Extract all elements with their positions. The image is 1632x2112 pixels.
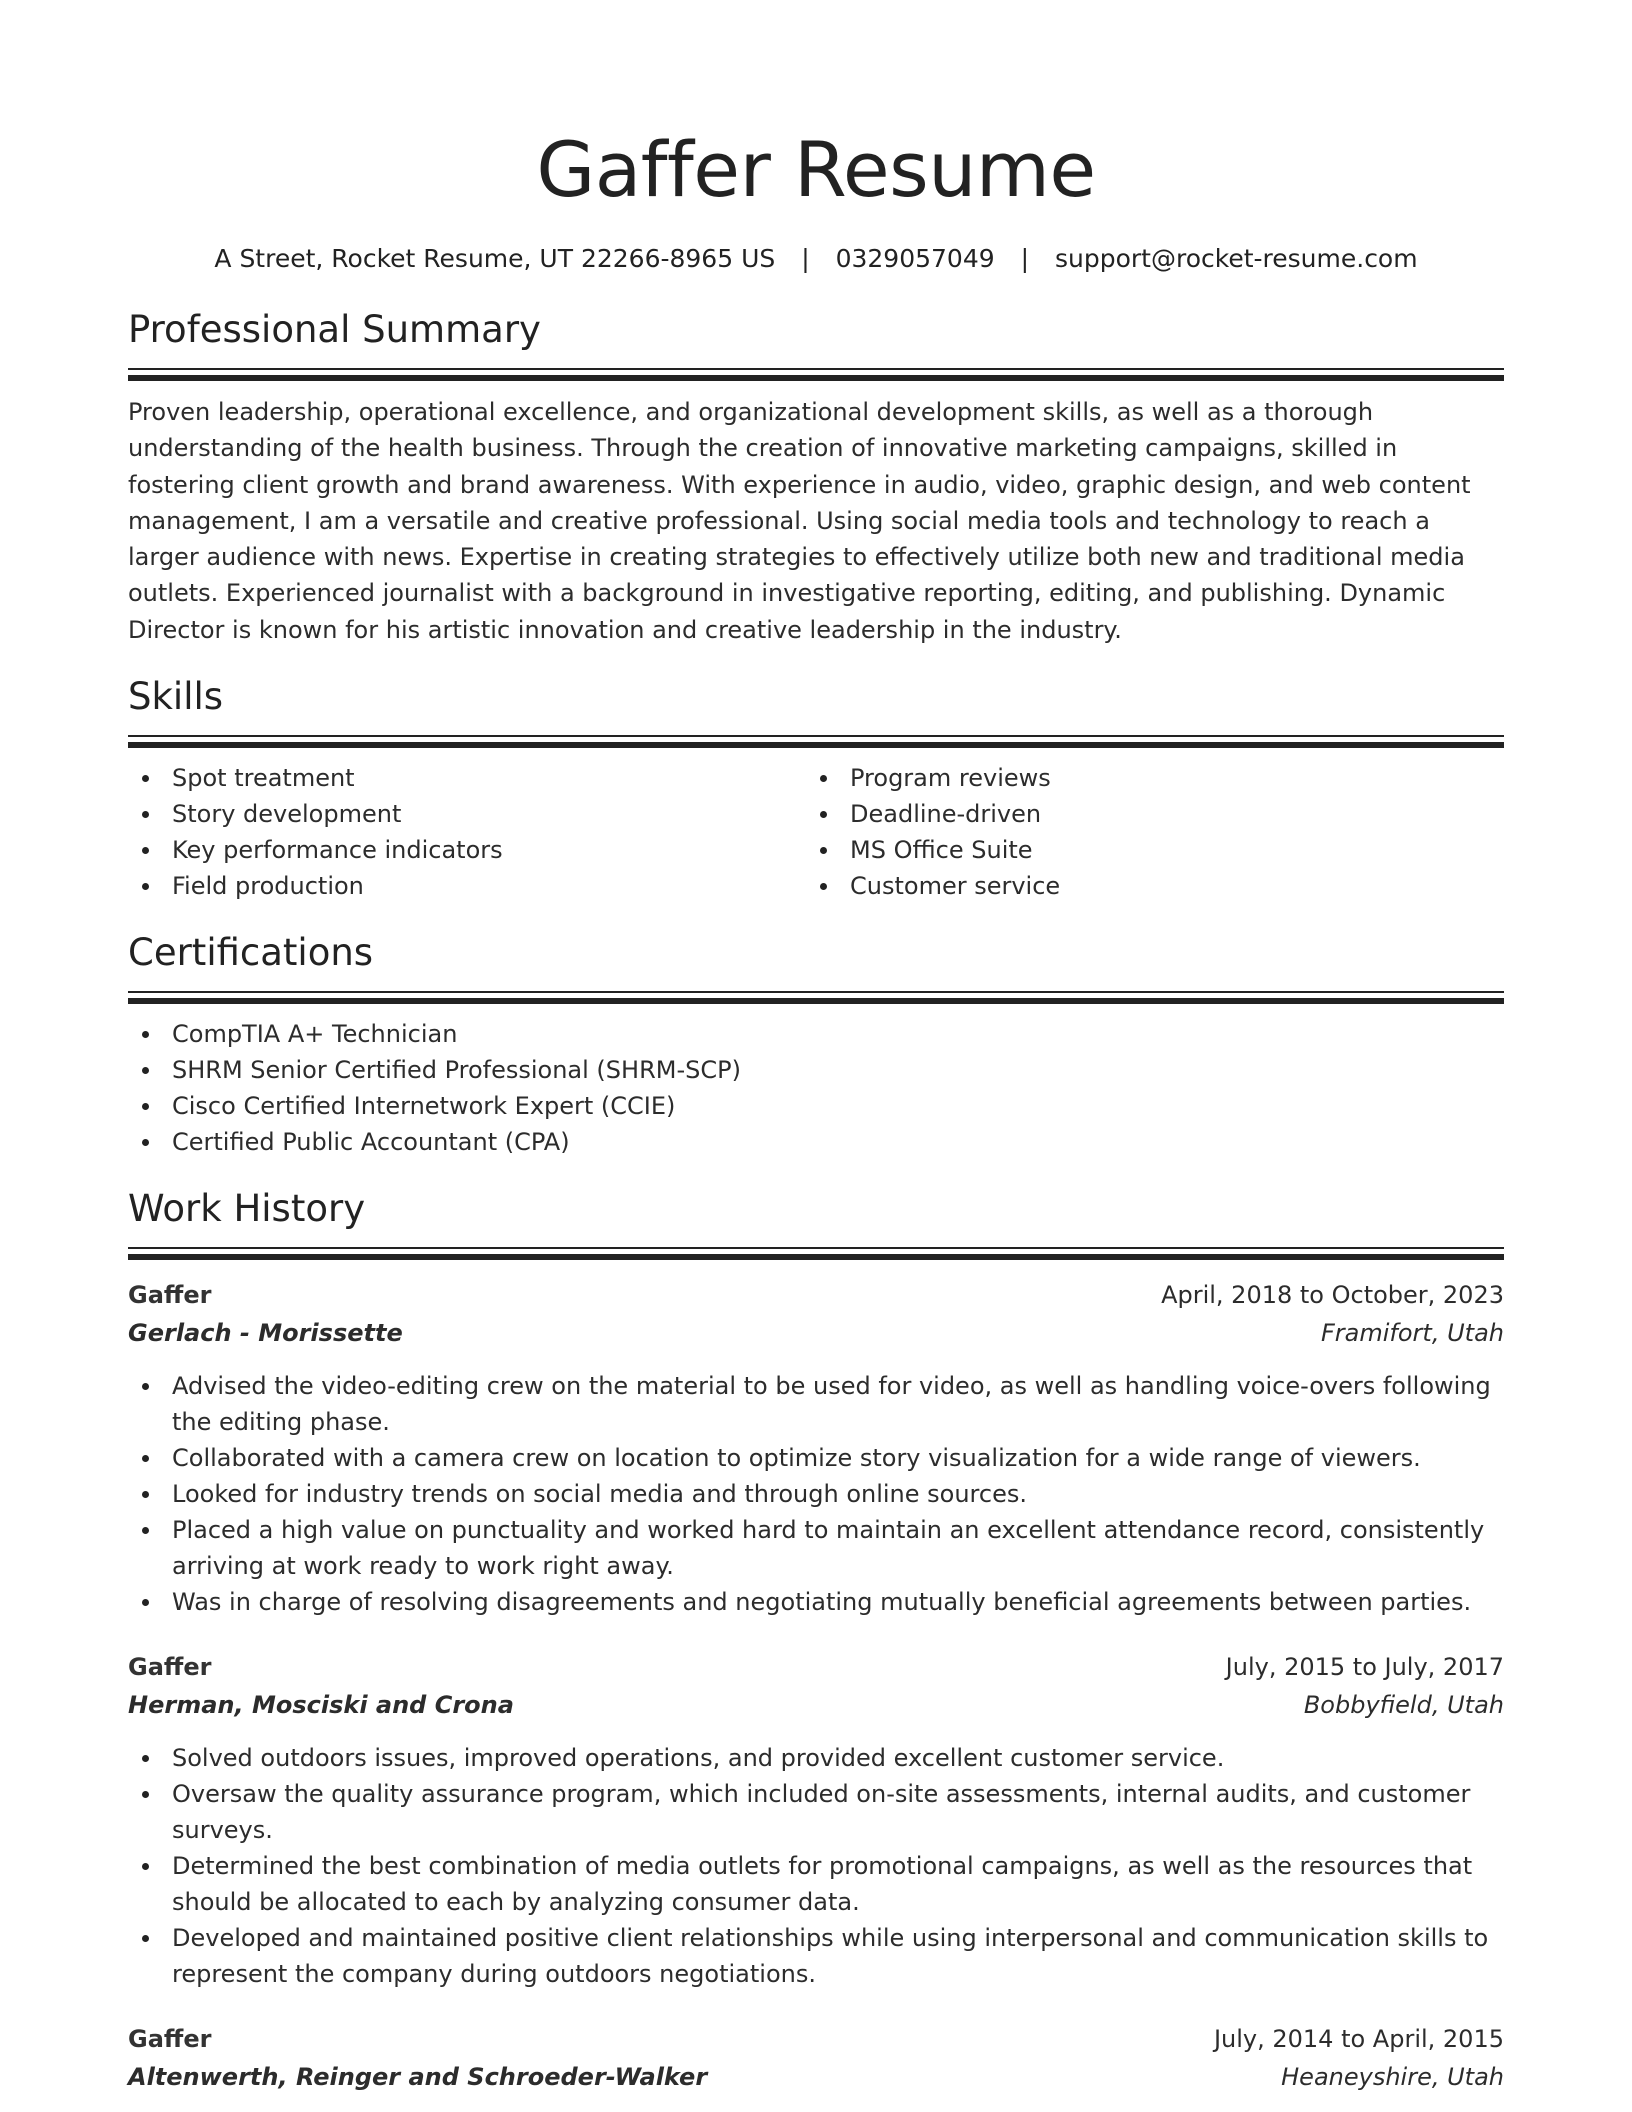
section-divider-thick	[128, 742, 1504, 748]
job-bullet: Collaborated with a camera crew on location to optimize story visualization for a wide range of viewers.	[128, 1440, 1504, 1476]
certification-item: SHRM Senior Certified Professional (SHRM-SCP)	[128, 1052, 1504, 1088]
job-entry	[128, 1648, 1504, 1992]
section-divider-thick	[128, 375, 1504, 381]
job-subheader	[128, 2058, 1504, 2096]
job-location: Heaneyshire, Utah	[1281, 2063, 1504, 2092]
section-heading-skills: Skills	[128, 675, 224, 719]
job-bullet: Was in charge of resolving disagreements and negotiating mutually beneficial agreements between parties.	[128, 1584, 1504, 1620]
section-heading-work-history: Work History	[128, 1187, 366, 1231]
section-divider	[128, 991, 1504, 993]
section-divider	[128, 1247, 1504, 1249]
job-bullet: Advised the video-editing crew on the material to be used for video, as well as handling voice-overs following the editing phase.	[128, 1368, 1504, 1440]
job-bullet: Looked for industry trends on social media and through online sources.	[128, 1476, 1504, 1512]
skills-section	[128, 673, 1504, 904]
certification-item: Cisco Certified Internetwork Expert (CCIE)	[128, 1088, 1504, 1124]
resume-title: Gaffer Resume	[536, 125, 1096, 214]
section-heading-summary: Professional Summary	[128, 308, 541, 351]
section-divider-thick	[128, 998, 1504, 1004]
job-bullet: Solved outdoors issues, improved operations, and provided excellent customer service.	[128, 1740, 1504, 1776]
job-subheader	[128, 1314, 1504, 1352]
certification-item: Certified Public Accountant (CPA)	[128, 1124, 1504, 1160]
job-header	[128, 1276, 1504, 1314]
contact-address: A Street, Rocket Resume, UT 22266-8965 US	[214, 244, 776, 273]
skill-item: MS Office Suite	[806, 832, 1484, 868]
job-entry	[128, 2020, 1504, 2096]
skill-item: Program reviews	[806, 760, 1484, 796]
skill-item: Customer service	[806, 868, 1484, 904]
summary-text: Proven leadership, operational excellence, and organizational development skills, as well as a thorough understanding of the health business. Through the creation of innovative marketing campaigns, skilled in fostering client growth and brand awareness. With experience in audio, video, graphic design, and web content management, I am a versatile and creative professional. Using social media tools and technology to reach a larger audience with news. Expertise in creating strategies to effectively utilize both new and traditional media outlets. Experienced journalist with a background in investigative reporting, editing, and publishing. Dynamic Director is known for his artistic innovation and creative leadership in the industry.	[128, 398, 1471, 644]
job-bullet-list	[128, 1740, 1504, 1992]
job-subheader	[128, 1686, 1504, 1724]
contact-email: support@rocket-resume.com	[1054, 244, 1418, 273]
skill-item: Deadline-driven	[806, 796, 1484, 832]
skill-item: Field production	[128, 868, 806, 904]
job-location: Framifort, Utah	[1321, 1319, 1504, 1348]
job-header	[128, 1648, 1504, 1686]
skill-item: Key performance indicators	[128, 832, 806, 868]
contact-separator: |	[1020, 244, 1030, 273]
section-divider	[128, 368, 1504, 370]
skills-column-right	[806, 760, 1484, 904]
work-history-section	[128, 1185, 1504, 2096]
contact-line	[128, 242, 1504, 276]
job-title: Gaffer	[128, 1281, 212, 1310]
job-bullet: Developed and maintained positive client relationships while using interpersonal and communication skills to represent the company during outdoors negotiations.	[128, 1920, 1504, 1992]
certifications-list	[128, 1016, 1504, 1160]
job-company: Herman, Mosciski and Crona	[128, 1691, 514, 1720]
job-dates: April, 2018 to October, 2023	[1161, 1281, 1504, 1310]
job-location: Bobbyfield, Utah	[1303, 1691, 1504, 1720]
job-dates: July, 2015 to July, 2017	[1225, 1653, 1504, 1682]
job-bullet: Oversaw the quality assurance program, which included on-site assessments, internal audits, and customer surveys.	[128, 1776, 1504, 1848]
section-divider	[128, 735, 1504, 737]
job-bullet: Placed a high value on punctuality and worked hard to maintain an excellent attendance record, consistently arriving at work ready to work right away.	[128, 1512, 1504, 1584]
skill-item: Story development	[128, 796, 806, 832]
job-title: Gaffer	[128, 1653, 212, 1682]
job-bullet: Determined the best combination of media outlets for promotional campaigns, as well as the resources that should be allocated to each by analyzing consumer data.	[128, 1848, 1504, 1920]
job-entry	[128, 1276, 1504, 1620]
job-header	[128, 2020, 1504, 2058]
job-title: Gaffer	[128, 2025, 212, 2054]
section-heading-certifications: Certifications	[128, 931, 374, 975]
certification-item: CompTIA A+ Technician	[128, 1016, 1504, 1052]
skill-item: Spot treatment	[128, 760, 806, 796]
resume-page	[128, 0, 1504, 2096]
section-divider-thick	[128, 1254, 1504, 1260]
certifications-section	[128, 929, 1504, 1160]
summary-section	[128, 306, 1504, 648]
job-company: Altenwerth, Reinger and Schroeder-Walker	[128, 2063, 708, 2092]
job-bullet-list	[128, 1368, 1504, 1620]
job-dates: July, 2014 to April, 2015	[1213, 2025, 1504, 2054]
skills-grid	[128, 760, 1504, 904]
contact-separator: |	[801, 244, 810, 273]
skills-column-left	[128, 760, 806, 904]
job-company: Gerlach - Morissette	[128, 1319, 403, 1348]
contact-phone: 0329057049	[835, 244, 995, 273]
